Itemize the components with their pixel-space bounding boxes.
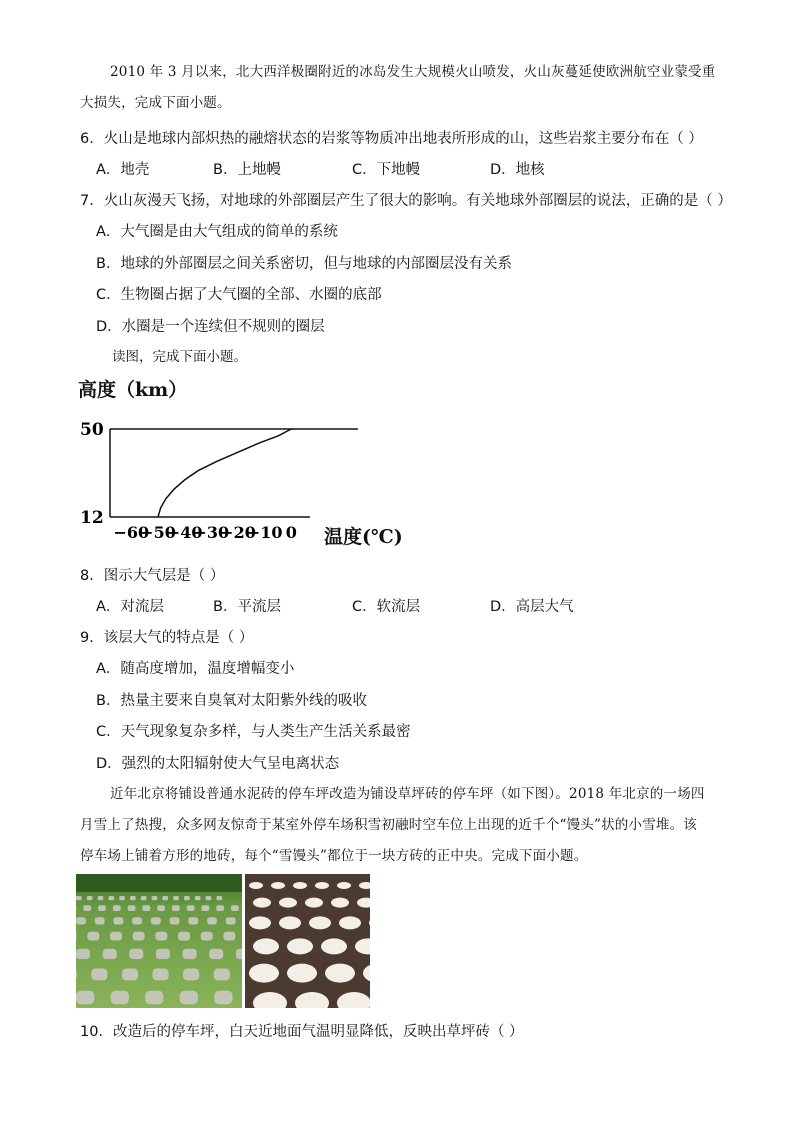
y-tick-label: 12: [80, 508, 104, 528]
paver-tile: [162, 896, 168, 900]
paver-tile: [129, 949, 143, 959]
q9-option-b[interactable]: B．热量主要来自臭氧对太阳紫外线的吸收: [96, 693, 367, 709]
snow-mound: [315, 882, 329, 889]
snow-mound: [293, 882, 307, 889]
x-tick-label: −20: [220, 523, 256, 542]
snow-mound: [321, 938, 347, 954]
paver-tile: [157, 905, 165, 911]
paver-tile: [152, 896, 158, 900]
paver-tile: [119, 896, 125, 900]
paver-tile: [216, 896, 222, 900]
q7-option-a[interactable]: A．大气圈是由大气组成的简单的系统: [96, 224, 338, 240]
paver-tile: [231, 905, 239, 911]
snow-mound: [287, 964, 317, 983]
paver-tile: [87, 896, 93, 900]
x-tick-label: −30: [193, 523, 230, 542]
snow-mound: [253, 938, 279, 954]
snow-mound: [279, 898, 297, 908]
snow-mound: [339, 916, 361, 929]
passage-parking-line2: 月雪上了热搜，众多网友惊奇于某室外停车场积雪初融时空车位上出现的近千个“馒头”状的小雪堆。该: [80, 817, 698, 833]
paver-tile: [214, 991, 232, 1004]
paver-tile: [132, 917, 142, 924]
q6-option-a[interactable]: A．地壳: [96, 162, 150, 178]
question-9-stem: 9．该层大气的特点是（ ）: [80, 630, 254, 646]
paver-tile: [214, 969, 230, 981]
temperature-curve: [158, 429, 291, 517]
y-axis-label: 高度（km）: [78, 379, 188, 401]
paver-tile: [216, 905, 224, 911]
paver-tile: [183, 949, 197, 959]
question-8-stem: 8．图示大气层是（ ）: [80, 568, 225, 584]
snow-mound: [325, 964, 355, 983]
snow-mound: [309, 916, 331, 929]
paver-tile: [153, 969, 169, 981]
snow-mound: [337, 882, 351, 889]
q7-option-c[interactable]: C．生物圈占据了大气圈的全部、水圈的底部: [96, 287, 382, 303]
paver-tile: [226, 917, 236, 924]
x-tick-label: −50: [140, 523, 176, 542]
paver-tile: [155, 932, 167, 941]
paver-tile: [76, 917, 86, 924]
paver-tile: [95, 917, 105, 924]
passage-parking-line1: 近年北京将铺设普通水泥砖的停车坪改造为铺设草坪砖的停车坪（如下图）。2018 年北京的一场四: [110, 786, 705, 802]
q6-option-b[interactable]: B．上地幔: [213, 162, 281, 178]
x-tick-label: −40: [166, 523, 203, 542]
paver-tile: [110, 932, 122, 941]
paver-tile: [180, 991, 198, 1004]
x-tick-label: −60: [113, 523, 150, 542]
snow-mound: [331, 898, 349, 908]
paver-tile: [98, 896, 104, 900]
paver-tile: [184, 896, 190, 900]
q9-option-d[interactable]: D．强烈的太阳辐射使大气呈电离状态: [96, 756, 340, 772]
grass-paver-photo: [76, 874, 242, 1008]
q7-option-b[interactable]: B．地球的外部圈层之间关系密切，但与地球的内部圈层没有关系: [96, 256, 512, 272]
temperature-altitude-chart: [70, 372, 420, 552]
snow-mound: [249, 916, 271, 929]
y-tick-label: 50: [80, 420, 104, 440]
passage-volcano-line1: 2010 年 3 月以来，北大西洋极圈附近的冰岛发生大规模火山喷发，火山灰蔓延使欧洲航空业蒙受重: [110, 64, 716, 80]
paver-tile: [183, 969, 199, 981]
q8-option-a[interactable]: A．对流层: [96, 599, 164, 615]
snow-mound: [271, 882, 285, 889]
passage-parking-line3: 停车场上铺着方形的地砖，每个“雪馒头”都位于一块方砖的正中央。完成下面小题。: [80, 848, 588, 864]
q9-option-a[interactable]: A．随高度增加，温度增幅变小: [96, 661, 295, 677]
paver-tile: [111, 991, 129, 1004]
paver-tile: [142, 905, 150, 911]
q6-option-c[interactable]: C．下地幔: [352, 162, 421, 178]
paver-tile: [201, 932, 213, 941]
paver-tile: [170, 917, 180, 924]
snow-mound: [249, 964, 279, 983]
x-axis-label: 温度(℃): [324, 526, 403, 548]
x-tick-label: −10: [246, 523, 283, 542]
passage-volcano-line2: 大损失，完成下面小题。: [80, 95, 231, 111]
paver-tile: [76, 949, 90, 959]
paver-tile: [133, 932, 145, 941]
q7-option-d[interactable]: D．水圈是一个连续但不规则的圈层: [96, 319, 325, 335]
snow-mound: [249, 882, 263, 889]
paver-tile: [108, 896, 114, 900]
paver-tile: [187, 905, 195, 911]
q8-option-d[interactable]: D．高层大气: [490, 599, 574, 615]
question-10-stem: 10．改造后的停车坪，白天近地面气温明显降低，反映出草坪砖（ ）: [80, 1024, 524, 1040]
q6-option-d[interactable]: D．地核: [490, 162, 545, 178]
snow-mound: [305, 898, 323, 908]
q8-option-c[interactable]: C．软流层: [352, 599, 421, 615]
paver-tile: [128, 905, 136, 911]
question-7-stem: 7．火山灰漫天飞扬，对地球的外部圈层产生了很大的影响。有关地球外部圈层的说法，正确的是（ ）: [80, 193, 732, 209]
paver-tile: [113, 905, 121, 911]
paver-tile: [207, 917, 217, 924]
paver-tile: [87, 932, 99, 941]
paver-tile: [223, 932, 235, 941]
snow-mound: [287, 938, 313, 954]
snow-mound: [279, 916, 301, 929]
paver-tile: [173, 896, 179, 900]
paver-tile: [206, 896, 212, 900]
paver-tile: [156, 949, 170, 959]
paver-tile: [113, 917, 123, 924]
q8-option-b[interactable]: B．平流层: [213, 599, 281, 615]
passage-volcano: [80, 57, 730, 119]
instruction-read-chart: 读图，完成下面小题。: [112, 349, 247, 365]
paver-tile: [141, 896, 147, 900]
paver-tile: [103, 949, 117, 959]
x-tick-label: 0: [285, 523, 297, 542]
paver-tile: [201, 905, 209, 911]
question-6-stem: 6．火山是地球内部炽热的融熔状态的岩浆等物质冲出地表所形成的山，这些岩浆主要分布在（ ）: [80, 131, 703, 147]
paver-tile: [151, 917, 161, 924]
paver-tile: [83, 905, 91, 911]
snow-mound: [253, 898, 271, 908]
passage-parking-lot: [80, 779, 730, 872]
paver-tile: [209, 949, 223, 959]
paver-tile: [122, 969, 138, 981]
paver-tile: [130, 896, 136, 900]
paver-tile: [188, 917, 198, 924]
paver-tile: [91, 969, 107, 981]
paver-tile: [195, 896, 201, 900]
paver-tile: [76, 991, 94, 1004]
paver-tile: [98, 905, 106, 911]
paver-tile: [145, 991, 163, 1004]
q9-option-c[interactable]: C．天气现象复杂多样，与人类生产生活关系最密: [96, 724, 411, 740]
paver-tile: [236, 949, 242, 959]
paver-tile: [172, 905, 180, 911]
paver-tile: [178, 932, 190, 941]
snow-mound-photo: [245, 874, 370, 1008]
paver-tile: [76, 896, 82, 900]
